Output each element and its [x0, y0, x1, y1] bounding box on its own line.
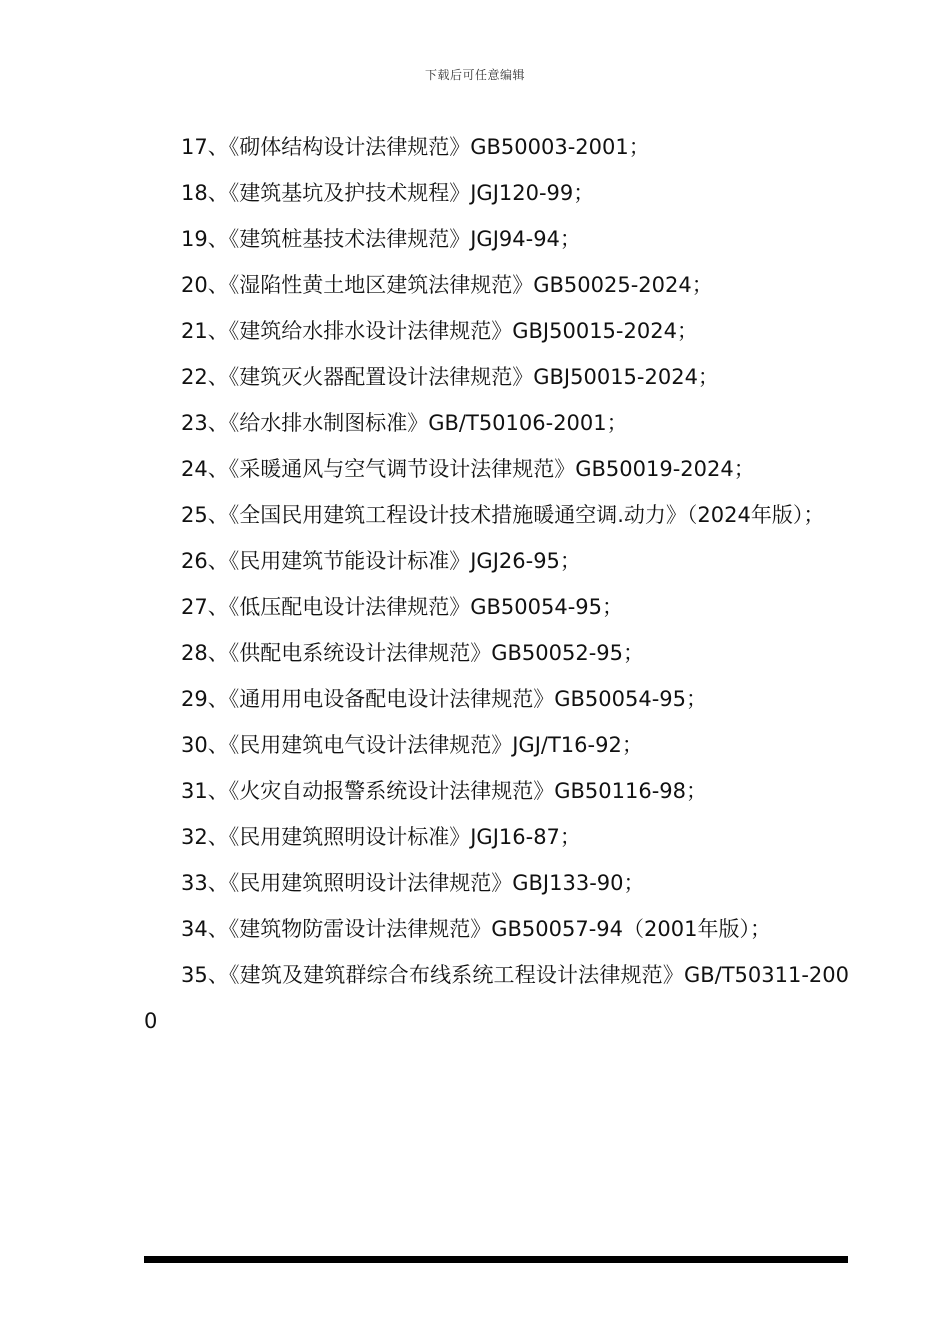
- reference-text: 《建筑桩基技术法律规范》JGJ94-94；: [228, 227, 581, 251]
- reference-number: 23、: [181, 411, 229, 435]
- reference-text: 《建筑基坑及护技术规程》JGJ120-99；: [228, 181, 595, 205]
- reference-text: 《砌体结构设计法律规范》GB50003-2001；: [228, 135, 650, 159]
- page-header-note: 下载后可任意编辑: [424, 68, 525, 82]
- reference-number: 29、: [181, 687, 229, 711]
- reference-number: 34、: [181, 917, 229, 941]
- reference-number: 24、: [181, 457, 229, 481]
- reference-number: 33、: [181, 871, 229, 895]
- reference-list: [144, 124, 849, 1044]
- reference-item: [144, 722, 849, 768]
- reference-number: 17、: [181, 135, 229, 159]
- reference-item: [144, 768, 849, 814]
- reference-number: 21、: [181, 319, 229, 343]
- reference-number: 30、: [181, 733, 229, 757]
- reference-item: [144, 906, 849, 952]
- reference-number: 20、: [181, 273, 229, 297]
- reference-item: [144, 446, 849, 492]
- reference-item: [144, 584, 849, 630]
- reference-text: 《火灾自动报警系统设计法律规范》GB50116-98；: [228, 779, 708, 803]
- reference-text: 《民用建筑照明设计法律规范》GBJ133-90；: [228, 871, 645, 895]
- footer-divider: [144, 1256, 848, 1263]
- reference-text: 《供配电系统设计法律规范》GB50052-95；: [228, 641, 645, 665]
- reference-text: 《通用用电设备配电设计法律规范》GB50054-95；: [228, 687, 708, 711]
- reference-item: [144, 400, 849, 446]
- reference-text: 《建筑给水排水设计法律规范》GBJ50015-2024；: [228, 319, 698, 343]
- reference-text: 《给水排水制图标准》GB/T50106-2001；: [228, 411, 628, 435]
- reference-text: 《湿陷性黄土地区建筑法律规范》GB50025-2024；: [228, 273, 713, 297]
- reference-item: [144, 262, 849, 308]
- reference-number: 31、: [181, 779, 229, 803]
- reference-number: 19、: [181, 227, 229, 251]
- reference-item: [144, 538, 849, 584]
- reference-text: 《民用建筑照明设计标准》JGJ16-87；: [228, 825, 581, 849]
- reference-item: [144, 354, 849, 400]
- reference-text: 《民用建筑节能设计标准》JGJ26-95；: [228, 549, 581, 573]
- reference-number: 22、: [181, 365, 229, 389]
- reference-number: 35、: [181, 963, 230, 987]
- reference-item: [144, 952, 849, 1044]
- reference-number: 32、: [181, 825, 229, 849]
- reference-number: 25、: [181, 503, 229, 527]
- reference-number: 27、: [181, 595, 229, 619]
- reference-text: 《民用建筑电气设计法律规范》JGJ/T16-92；: [228, 733, 643, 757]
- reference-number: 28、: [181, 641, 229, 665]
- reference-item: [144, 124, 849, 170]
- reference-text: 《低压配电设计法律规范》GB50054-95；: [228, 595, 624, 619]
- reference-text: 《建筑灭火器配置设计法律规范》GBJ50015-2024；: [228, 365, 719, 389]
- reference-item: [144, 216, 849, 262]
- reference-number: 26、: [181, 549, 229, 573]
- reference-item: [144, 860, 849, 906]
- reference-item: [144, 676, 849, 722]
- reference-number: 18、: [181, 181, 229, 205]
- reference-item: [144, 308, 849, 354]
- reference-item: [144, 630, 849, 676]
- reference-item: [144, 492, 849, 538]
- reference-item: [144, 170, 849, 216]
- reference-text: 《采暖通风与空气调节设计法律规范》GB50019-2024；: [228, 457, 755, 481]
- reference-text: 《建筑物防雷设计法律规范》GB50057-94（2001年版）；: [228, 917, 771, 941]
- reference-text: 《全国民用建筑工程设计技术措施暖通空调.动力》（2024年版）；: [228, 503, 825, 527]
- reference-text: 《建筑及建筑群综合布线系统工程设计法律规范》GB/T50311-2000: [144, 963, 850, 1033]
- reference-item: [144, 814, 849, 860]
